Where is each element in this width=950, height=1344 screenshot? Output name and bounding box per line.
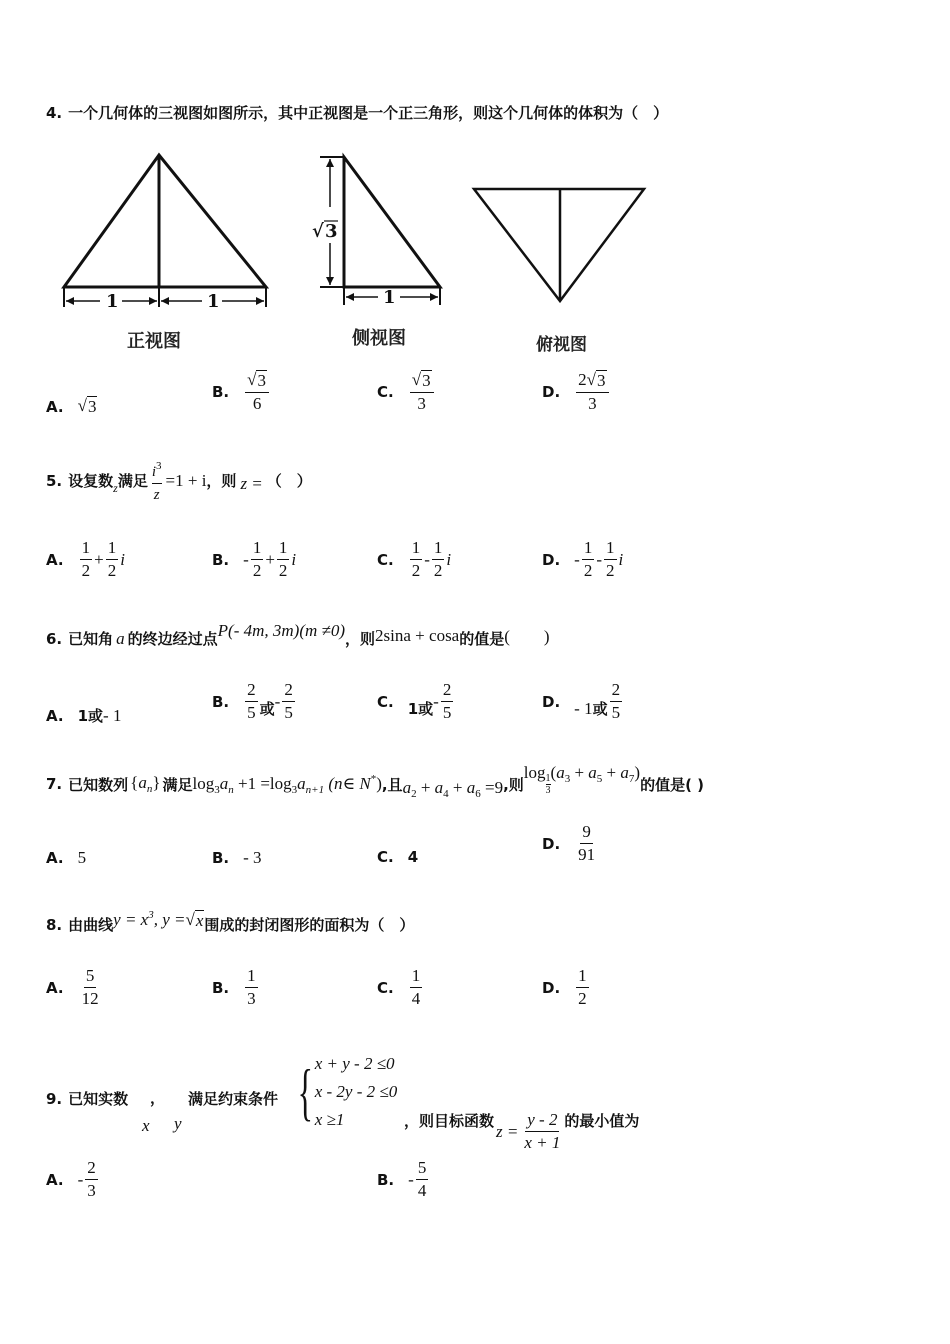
dim-label: 1 (106, 291, 119, 312)
option-value: √ 3 6 (245, 370, 269, 414)
dim-label: 1 (207, 291, 220, 312)
expression: 2sina + cosa (375, 625, 460, 645)
front-view (64, 155, 266, 307)
option-b[interactable]: B. - $\frac{5}{4}$ (377, 1158, 427, 1200)
text: ，则 (345, 630, 376, 648)
question-9 (46, 1088, 128, 1109)
option-label: C. (377, 383, 394, 401)
option-d[interactable] (542, 370, 611, 414)
question-text: 一个几何体的三视图如图所示，其中正视图是一个正三角形，则这个几何体的体积为（ ） (68, 104, 669, 122)
option-d[interactable]: D. - 1 或 $\frac{2}{5}$ (542, 680, 621, 722)
option-a[interactable]: A. $\frac{5}{12}$ (46, 966, 99, 1008)
text: ，则 (206, 472, 237, 490)
option-label: A. (46, 849, 64, 867)
text: 设复数 (68, 472, 114, 490)
question-number: 7. (46, 775, 63, 793)
option-b[interactable] (212, 370, 271, 414)
question-4 (46, 102, 668, 123)
option-d[interactable]: D. $\frac{9}{91}$ (542, 822, 596, 864)
option-label: B. (212, 550, 230, 569)
option-value: 2 √ 3 3 (576, 370, 608, 414)
text: 已知实数 (68, 1090, 129, 1108)
constraint-1: x + y - 2 ≤0 (314, 1054, 395, 1073)
option-label: D. (542, 692, 561, 711)
question-number: 9. (46, 1089, 63, 1108)
var-alpha: a (116, 628, 125, 648)
dim-label: 3 (325, 221, 338, 242)
side-view-label: 侧视图 (352, 328, 406, 349)
constraint-3: x ≥1 (314, 1110, 345, 1129)
question-6 (46, 620, 550, 649)
option-label: D. (542, 550, 561, 569)
option-a[interactable]: A. 1 或 - 1 (46, 705, 122, 725)
option-value: √ 3 (77, 396, 97, 416)
recurrence: $\log_3a_n +1 =\log_3a_{n+1}$ (n∈ N*) (192, 772, 382, 796)
option-label: C. (377, 978, 394, 997)
option-label: B. (212, 849, 230, 867)
sum-condition: $a_2 + a_4 + a_6 =9$ (402, 778, 504, 800)
text: 的值是( ) (640, 775, 704, 794)
option-label: C. (377, 550, 394, 569)
question-number: 5. (46, 471, 63, 490)
condition-fraction: $\frac{i^3}{z}$ (151, 460, 162, 503)
text: 由曲线 (68, 916, 114, 934)
objective-fraction: $\frac{y - 2}{x + 1}$ (524, 1110, 561, 1152)
constraint-system: { x + y - 2 ≤0 x - 2y - 2 ≤0 x ≥1 (290, 1050, 397, 1134)
option-b[interactable]: B. $\frac{2}{5}$ 或 - $\frac{2}{5}$ (212, 680, 293, 722)
option-d[interactable]: D. - $\frac{1}{2}$ - $\frac{1}{2}$ i (542, 538, 624, 580)
text: 满足 (162, 775, 193, 794)
option-c[interactable] (377, 370, 436, 414)
option-label: B. (212, 978, 230, 997)
text: 的终边经过点 (127, 630, 218, 648)
option-label: D. (542, 834, 561, 853)
text: 围成的封闭图形的面积为（ ） (204, 916, 415, 934)
option-a[interactable]: A. - $\frac{2}{3}$ (46, 1158, 96, 1200)
option-label: D. (542, 383, 561, 401)
option-c[interactable]: C. $\frac{1}{2}$ - $\frac{1}{2}$ i (377, 538, 452, 580)
option-c[interactable]: C. $\frac{1}{4}$ (377, 966, 421, 1008)
text: 已知角 (68, 630, 114, 648)
option-label: D. (542, 978, 561, 997)
var-z: z (113, 481, 118, 495)
option-c[interactable]: C. 4 (377, 848, 419, 866)
question-8 (46, 908, 415, 935)
option-label: A. (46, 1170, 64, 1189)
option-a[interactable] (46, 396, 97, 417)
option-label: A. (46, 978, 64, 997)
option-a[interactable]: A. 5 (46, 848, 87, 867)
option-value: √ 3 3 (410, 370, 434, 414)
option-c[interactable]: C. 1 或 - $\frac{2}{5}$ (377, 680, 452, 722)
sqrt-symbol: √ (312, 221, 324, 242)
option-label: A. (46, 706, 64, 725)
text: ,且 (381, 775, 403, 794)
var-y: y (174, 1114, 182, 1133)
option-label: A. (46, 397, 64, 416)
dim-label: 1 (383, 287, 396, 308)
question-5 (46, 456, 312, 505)
answer-paren: （ ） (266, 472, 312, 490)
question-number: 4. (46, 103, 63, 122)
option-b[interactable]: B. $\frac{1}{3}$ (212, 966, 256, 1008)
top-view (474, 189, 644, 301)
text: 已知数列 (68, 775, 129, 794)
option-label: B. (377, 1170, 395, 1189)
question-number: 8. (46, 915, 63, 934)
question-7 (46, 762, 704, 800)
option-a[interactable]: A. $\frac{1}{2}$ + $\frac{1}{2}$ i (46, 538, 125, 580)
text: ,则 (503, 775, 524, 794)
top-view-label: 俯视图 (536, 335, 587, 355)
question-9-cont (404, 1088, 639, 1153)
option-label: C. (377, 848, 394, 866)
option-label: C. (377, 692, 394, 711)
answer-paren: ( ) (504, 627, 550, 646)
objective-z: z = (496, 1121, 519, 1141)
separator: ， (150, 1089, 166, 1107)
option-label: A. (46, 550, 64, 569)
constraint-2: x - 2y - 2 ≤0 (314, 1082, 398, 1101)
ask: z = (240, 473, 263, 493)
option-d[interactable]: D. $\frac{1}{2}$ (542, 966, 587, 1008)
point: P(- 4m, 3m)(m ≠0) (217, 620, 346, 640)
curves: $y = x^3$, y = √ x (113, 908, 204, 930)
front-view-label: 正视图 (127, 331, 181, 352)
text: 满足 (117, 472, 148, 490)
text: ，则目标函数 (404, 1112, 495, 1130)
sequence: $\{a_n\}$ (130, 773, 161, 795)
text: 的值是 (459, 630, 505, 648)
text: 满足约束条件 (188, 1090, 279, 1108)
equation: =1 + i (165, 470, 207, 490)
option-b[interactable]: B. - 3 (212, 848, 262, 867)
question-number: 6. (46, 629, 63, 648)
text: 的最小值为 (564, 1112, 640, 1130)
side-view (320, 157, 440, 305)
option-b[interactable]: B. - $\frac{1}{2}$ + $\frac{1}{2}$ i (212, 538, 297, 580)
var-x: x (142, 1116, 150, 1135)
option-label: B. (212, 383, 230, 401)
option-label: B. (212, 692, 230, 711)
log-expression: log 1 3 $(a_3 + a_5 + a_7)$ (523, 762, 641, 796)
